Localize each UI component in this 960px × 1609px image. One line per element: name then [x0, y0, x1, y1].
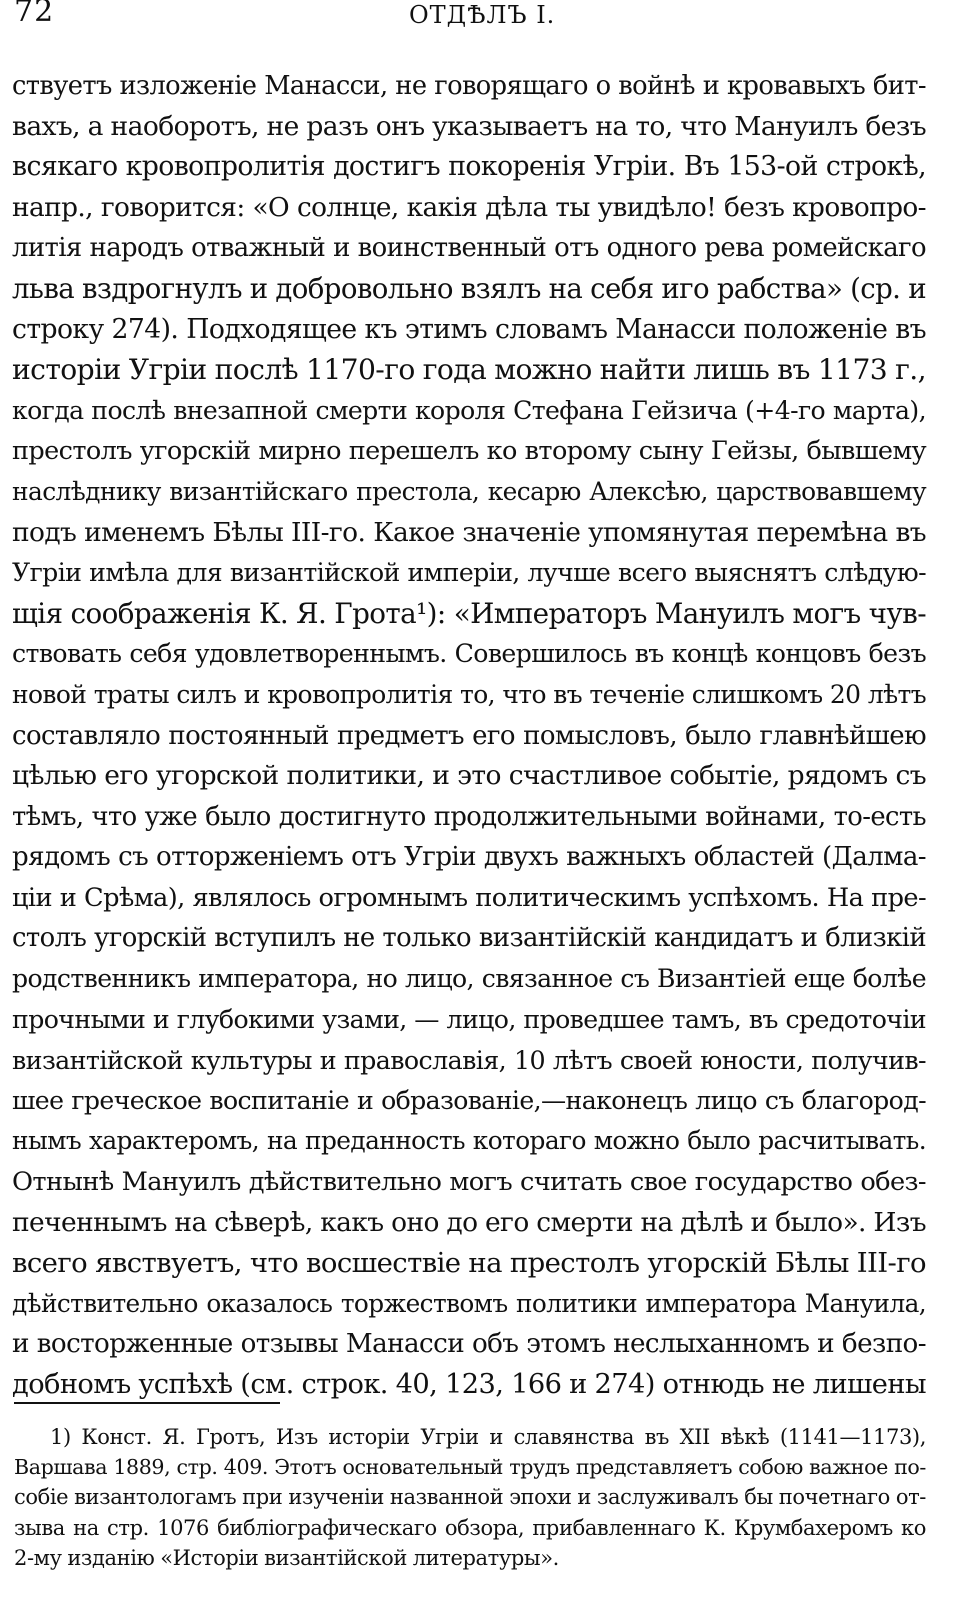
text-line: нымъ характеромъ, на преданность котораго можно было расчитывать.	[12, 1126, 926, 1156]
text-line: византiйской культуры и православiя, 10 лѣтъ своей юности, получив-	[12, 1045, 926, 1076]
footnote-line: Варшава 1889, стр. 409. Этотъ основательный трудъ представляетъ собою важное по-	[14, 1455, 926, 1480]
text-line: шее греческое воспитанiе и образованiе,—наконецъ лицо съ благород-	[12, 1085, 926, 1115]
text-line: льва вздрогнулъ и добровольно взялъ на себя иго рабства» (ср. и	[12, 271, 926, 305]
text-line: когда послѣ внезапной смерти короля Стефана Гейзича (+4-го марта),	[12, 395, 926, 425]
footnote-line: 2-му изданiю «Исторiи византiйской литературы».	[14, 1545, 559, 1570]
text-line: столъ угорскiй вступилъ не только византiйскiй кандидатъ и близкiй	[12, 923, 926, 954]
text-line: цiи и Срѣма), являлось огромнымъ политическимъ успѣхомъ. На пре-	[12, 882, 926, 913]
text-line: и восторженные отзывы Манасси объ этомъ неслыханномъ и безпо-	[12, 1329, 926, 1360]
footnotes	[14, 1422, 926, 1573]
text-line: литiя народъ отважный и воинственный отъ одного рева ромейскаго	[12, 233, 926, 264]
footnote-line: 1) Конст. Я. Гротъ, Изъ исторiи Угрiи и славянства въ XII вѣкѣ (1141—1173),	[50, 1425, 926, 1449]
text-line: всего явствуетъ, что восшествiе на престолъ угорскiй Бѣлы III-го	[12, 1247, 926, 1280]
text-line: печеннымъ на сѣверѣ, какъ оно до его смерти на дѣлѣ и было». Изъ	[12, 1206, 926, 1238]
text-line: прочными и глубокими узами, — лицо, проведшее тамъ, въ средоточiи	[12, 1004, 926, 1034]
text-line: новой траты силъ и кровопролитiя то, что въ теченiе слишкомъ 20 лѣтъ	[12, 679, 926, 709]
text-line: дѣйствительно оказалось торжествомъ политики императора Мануила,	[12, 1288, 926, 1318]
text-line: подъ именемъ Бѣлы III-го. Какое значенiе упомянутая перемѣна въ	[12, 516, 926, 548]
text-line: ствуетъ изложенiе Манасси, не говорящаго о войнѣ и кровавыхъ бит-	[12, 71, 926, 101]
text-line: Угрiи имѣла для византiйской имперiи, лучше всего выяснятъ слѣдую-	[12, 558, 926, 588]
footnote-line: зыва на стр. 1076 библiографическаго обзора, прибавленнаго К. Крумбахеромъ ко	[14, 1515, 926, 1540]
text-line: вахъ, а наоборотъ, не разъ онъ указываетъ на то, что Мануилъ безъ	[12, 110, 926, 142]
page-number: 72	[14, 0, 55, 29]
text-line: щiя соображенiя К. Я. Грота¹): «Императоръ Мануилъ могъ чув-	[12, 596, 926, 630]
text-line: исторiи Угрiи послѣ 1170-го года можно найти лишь въ 1173 г.,	[12, 353, 926, 387]
text-line: напр., говорится: «О солнце, какiя дѣла ты увидѣло! безъ кровопро-	[12, 192, 926, 223]
text-line: цѣлью его угорской политики, и это счастливое событiе, рядомъ съ	[12, 760, 926, 792]
text-line: наслѣднику византiйскаго престола, кесарю Алексѣю, царствовавшему	[12, 476, 926, 506]
footnote-line: собiе византологамъ при изученiи названной эпохи и заслуживалъ бы почетнаго от-	[14, 1485, 926, 1510]
text-line: престолъ угорскiй мирно перешелъ ко второму сыну Гейзы, бывшему	[12, 436, 926, 467]
footnote-separator	[14, 1402, 280, 1404]
text-line: тѣмъ, что уже было достигнуто продолжительными войнами, то-есть	[12, 801, 926, 832]
text-line: ствовать себя удовлетвореннымъ. Совершилось въ концѣ концовъ безъ	[12, 639, 926, 669]
text-line: составляло постоянный предметъ его помысловъ, было главнѣйшею	[12, 720, 926, 751]
running-head: ОТДѢЛЪ I.	[409, 1, 556, 29]
text-line: рядомъ съ отторженiемъ отъ Угрiи двухъ важныхъ областей (Далма-	[12, 842, 926, 873]
text-line: родственникъ императора, но лицо, связанное съ Византiей еще болѣе	[12, 964, 926, 994]
main-text	[12, 66, 926, 1406]
text-line: строку 274). Подходящее къ этимъ словамъ Манасси положенiе въ	[12, 313, 926, 345]
text-line: Отнынѣ Мануилъ дѣйствительно могъ считать свое государство обез-	[12, 1167, 926, 1198]
page-header	[14, 0, 936, 36]
text-line: всякаго кровопролитiя достигъ покоренiя Угрiи. Въ 153-ой строкѣ,	[12, 151, 926, 183]
text-line: добномъ успѣхѣ (см. строк. 40, 123, 166 и 274) отнюдь не лишены	[12, 1369, 926, 1400]
